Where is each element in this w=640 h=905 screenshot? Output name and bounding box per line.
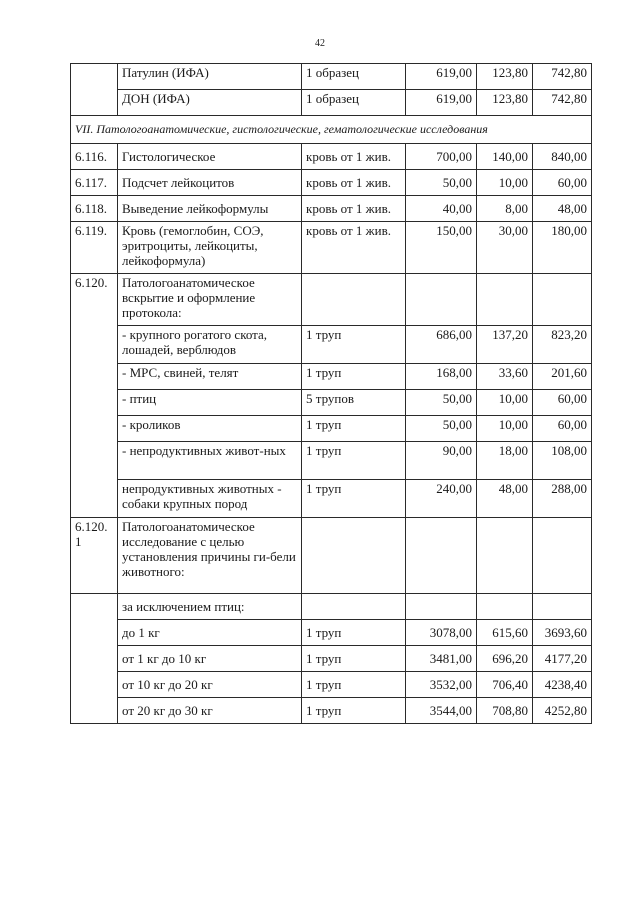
- total-cell: 201,60: [533, 364, 592, 390]
- unit-cell: 1 труп: [302, 698, 406, 724]
- vat-cell: 10,00: [477, 170, 533, 196]
- vat-cell: 123,80: [477, 64, 533, 90]
- section-title: VII. Патологоанатомические, гистологические, гематологические исследования: [71, 116, 592, 144]
- unit-cell: [302, 594, 406, 620]
- vat-cell: 10,00: [477, 416, 533, 442]
- name-cell: - крупного рогатого скота, лошадей, верблюдов: [118, 326, 302, 364]
- total-cell: 4177,20: [533, 646, 592, 672]
- vat-cell: [477, 594, 533, 620]
- price-cell: 3544,00: [406, 698, 477, 724]
- price-cell: 686,00: [406, 326, 477, 364]
- table-row: [71, 90, 592, 116]
- code-cell: 6.119.: [71, 222, 118, 274]
- vat-cell: 18,00: [477, 442, 533, 480]
- code-cell: [71, 64, 118, 116]
- total-cell: 288,00: [533, 480, 592, 518]
- name-cell: от 10 кг до 20 кг: [118, 672, 302, 698]
- unit-cell: 1 труп: [302, 620, 406, 646]
- table-row: [71, 646, 592, 672]
- code-cell: 6.118.: [71, 196, 118, 222]
- unit-cell: кровь от 1 жив.: [302, 222, 406, 274]
- vat-cell: 8,00: [477, 196, 533, 222]
- table-row: [71, 480, 592, 518]
- code-cell: 6.120.: [71, 274, 118, 518]
- unit-cell: 1 образец: [302, 64, 406, 90]
- total-cell: 742,80: [533, 90, 592, 116]
- name-cell: Выведение лейкоформулы: [118, 196, 302, 222]
- table-row: [71, 364, 592, 390]
- name-cell: Патологоанатомическое вскрытие и оформление протокола:: [118, 274, 302, 326]
- name-cell: непродуктивных животных - собаки крупных пород: [118, 480, 302, 518]
- vat-cell: 615,60: [477, 620, 533, 646]
- vat-cell: 33,60: [477, 364, 533, 390]
- price-cell: 619,00: [406, 64, 477, 90]
- name-cell: Подсчет лейкоцитов: [118, 170, 302, 196]
- code-cell: 6.120. 1: [71, 518, 118, 594]
- unit-cell: [302, 274, 406, 326]
- unit-cell: 5 трупов: [302, 390, 406, 416]
- unit-cell: 1 труп: [302, 416, 406, 442]
- price-cell: [406, 518, 477, 594]
- total-cell: 108,00: [533, 442, 592, 480]
- unit-cell: кровь от 1 жив.: [302, 144, 406, 170]
- price-cell: 50,00: [406, 390, 477, 416]
- vat-cell: 48,00: [477, 480, 533, 518]
- total-cell: 840,00: [533, 144, 592, 170]
- price-cell: 700,00: [406, 144, 477, 170]
- total-cell: 823,20: [533, 326, 592, 364]
- table-row: [71, 416, 592, 442]
- table-row: [71, 196, 592, 222]
- name-cell: Патологоанатомическое исследование с целью установления причины ги-бели животного:: [118, 518, 302, 594]
- name-cell: ДОН (ИФА): [118, 90, 302, 116]
- table-row: [71, 390, 592, 416]
- total-cell: [533, 594, 592, 620]
- price-cell: [406, 594, 477, 620]
- vat-cell: 708,80: [477, 698, 533, 724]
- total-cell: 60,00: [533, 170, 592, 196]
- unit-cell: 1 труп: [302, 364, 406, 390]
- name-cell: Кровь (гемоглобин, СОЭ, эритроциты, лейкоциты, лейкоформула): [118, 222, 302, 274]
- vat-cell: 706,40: [477, 672, 533, 698]
- table-row: [71, 672, 592, 698]
- total-cell: 48,00: [533, 196, 592, 222]
- table-row: [71, 64, 592, 90]
- price-cell: 90,00: [406, 442, 477, 480]
- price-cell: [406, 274, 477, 326]
- vat-cell: 123,80: [477, 90, 533, 116]
- total-cell: [533, 274, 592, 326]
- price-cell: 3532,00: [406, 672, 477, 698]
- price-cell: 168,00: [406, 364, 477, 390]
- name-cell: - МРС, свиней, телят: [118, 364, 302, 390]
- total-cell: 4252,80: [533, 698, 592, 724]
- code-cell: 6.116.: [71, 144, 118, 170]
- table-row: [71, 620, 592, 646]
- total-cell: 3693,60: [533, 620, 592, 646]
- unit-cell: 1 труп: [302, 480, 406, 518]
- name-cell: Патулин (ИФА): [118, 64, 302, 90]
- table-row: [71, 144, 592, 170]
- table-row: [71, 170, 592, 196]
- name-cell: от 20 кг до 30 кг: [118, 698, 302, 724]
- total-cell: 742,80: [533, 64, 592, 90]
- price-cell: 3481,00: [406, 646, 477, 672]
- name-cell: до 1 кг: [118, 620, 302, 646]
- unit-cell: 1 труп: [302, 646, 406, 672]
- table-row: [71, 518, 592, 594]
- name-cell: - птиц: [118, 390, 302, 416]
- table-row: [71, 698, 592, 724]
- table-row: [71, 326, 592, 364]
- table-row: [71, 442, 592, 480]
- code-cell: 6.117.: [71, 170, 118, 196]
- table-row: [71, 222, 592, 274]
- price-cell: 619,00: [406, 90, 477, 116]
- name-cell: - кроликов: [118, 416, 302, 442]
- vat-cell: 30,00: [477, 222, 533, 274]
- table-row: [71, 274, 592, 326]
- unit-cell: 1 труп: [302, 672, 406, 698]
- unit-cell: [302, 518, 406, 594]
- price-cell: 150,00: [406, 222, 477, 274]
- name-cell: за исключением птиц:: [118, 594, 302, 620]
- vat-cell: 137,20: [477, 326, 533, 364]
- unit-cell: 1 труп: [302, 442, 406, 480]
- total-cell: [533, 518, 592, 594]
- price-cell: 50,00: [406, 170, 477, 196]
- vat-cell: 140,00: [477, 144, 533, 170]
- total-cell: 4238,40: [533, 672, 592, 698]
- unit-cell: кровь от 1 жив.: [302, 170, 406, 196]
- price-cell: 50,00: [406, 416, 477, 442]
- vat-cell: 696,20: [477, 646, 533, 672]
- price-table: [70, 63, 592, 724]
- total-cell: 180,00: [533, 222, 592, 274]
- unit-cell: кровь от 1 жив.: [302, 196, 406, 222]
- vat-cell: [477, 518, 533, 594]
- section-heading-row: [71, 116, 592, 144]
- name-cell: - непродуктивных живот-ных: [118, 442, 302, 480]
- price-cell: 240,00: [406, 480, 477, 518]
- vat-cell: [477, 274, 533, 326]
- vat-cell: 10,00: [477, 390, 533, 416]
- table-row: [71, 594, 592, 620]
- unit-cell: 1 труп: [302, 326, 406, 364]
- page-number: 42: [315, 38, 325, 49]
- price-cell: 40,00: [406, 196, 477, 222]
- total-cell: 60,00: [533, 390, 592, 416]
- name-cell: Гистологическое: [118, 144, 302, 170]
- name-cell: от 1 кг до 10 кг: [118, 646, 302, 672]
- code-cell: [71, 594, 118, 724]
- total-cell: 60,00: [533, 416, 592, 442]
- unit-cell: 1 образец: [302, 90, 406, 116]
- price-cell: 3078,00: [406, 620, 477, 646]
